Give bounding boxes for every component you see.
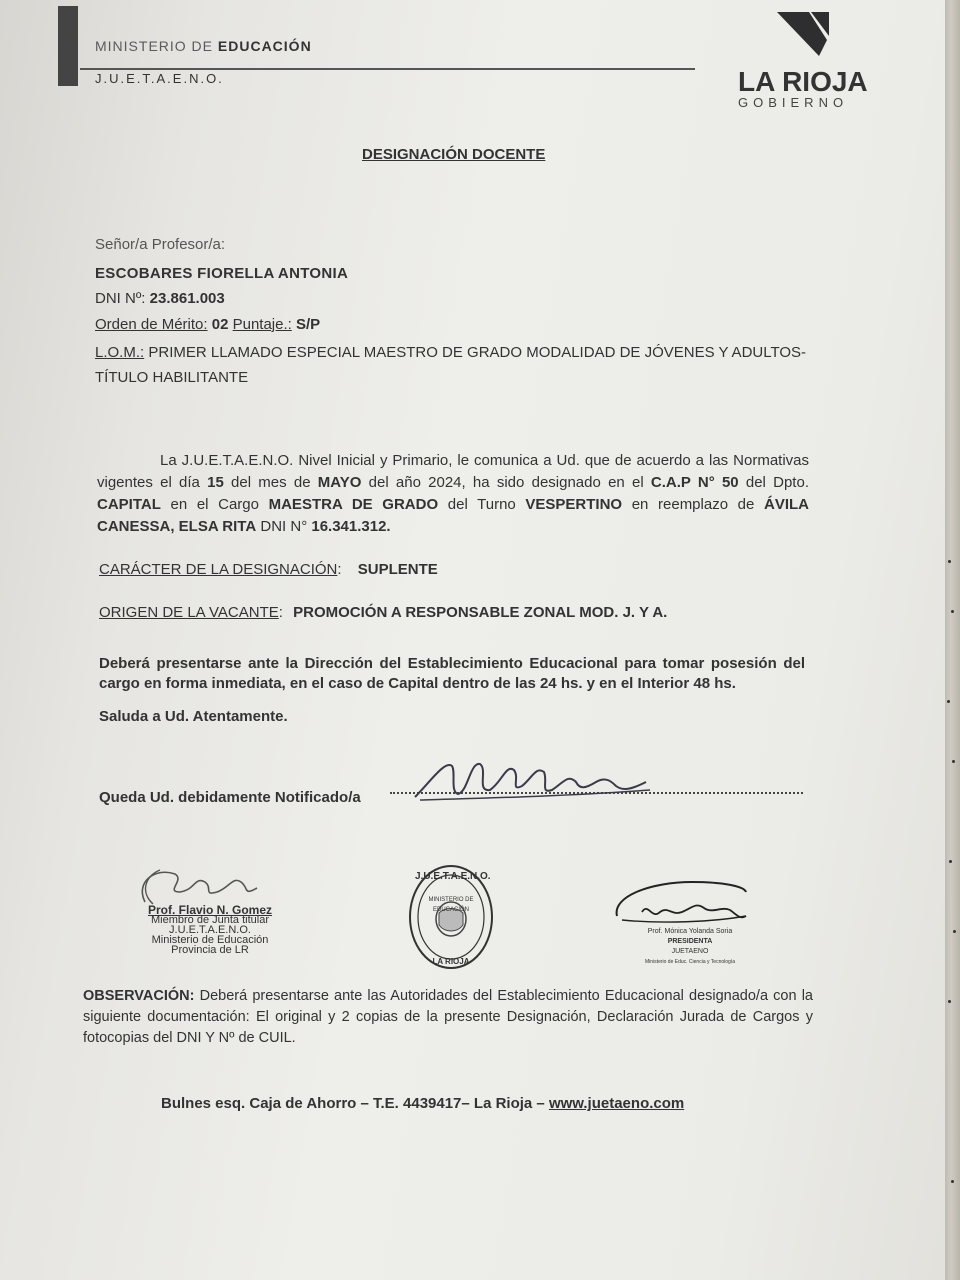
- origen-line: ORIGEN DE LA VACANTE: PROMOCIÓN A RESPONSABLE ZONAL MOD. J. Y A.: [99, 604, 668, 621]
- origen-value: PROMOCIÓN A RESPONSABLE ZONAL MOD. J. Y A.: [293, 604, 668, 621]
- la-rioja-logo-icon: [775, 10, 831, 62]
- header-rule: [80, 68, 695, 70]
- header-bar: [58, 6, 78, 86]
- observation-paragraph: [83, 986, 813, 1049]
- left-signatory: Prof. Flavio N. Gomez Miembro de Junta titular J.U.E.T.A.E.N.O. Ministerio de Educación Provincia de LR: [147, 903, 273, 956]
- right-signatory: Prof. Mónica Yolanda Soria PRESIDENTA JUETAENO Ministerio de Educ. Ciencia y Tecnología: [645, 928, 735, 965]
- salutation: Señor/a Profesor/a:: [95, 236, 226, 253]
- lom-value-line1: PRIMER LLAMADO ESPECIAL MAESTRO DE GRADO MODALIDAD DE JÓVENES Y ADULTOS-: [148, 344, 807, 361]
- recipient-name: ESCOBARES FIORELLA ANTONIA: [95, 265, 349, 282]
- lom-value-line2: TÍTULO HABILITANTE: [95, 369, 249, 386]
- instruction-paragraph: Deberá presentarse ante la Dirección del Establecimiento Educacional para tomar posesión del cargo en forma inmediata, en el caso de Capital dentro de las 24 hs. y en el Interior 48 hs.: [99, 655, 805, 692]
- org-label: J.U.E.T.A.E.N.O.: [95, 71, 224, 86]
- lom-label: L.O.M.:: [95, 344, 145, 361]
- logo-main-text: LA RIOJA: [738, 66, 868, 97]
- footer-address: Bulnes esq. Caja de Ahorro – T.E. 4439417– La Rioja – www.juetaeno.com: [161, 1095, 685, 1112]
- puntaje-value: S/P: [295, 316, 321, 333]
- observation-text: Deberá presentarse ante las Autoridades del Establecimiento Educacional designado/a con la siguiente documentación: El original y 2 copias de la presente Designación, Declaración Jurada de Cargos y fotocopias del DNI Y Nº de CUIL.: [83, 988, 813, 1046]
- lom-line: [95, 344, 806, 361]
- seal-bottom-text: LA RIOJA: [432, 957, 470, 966]
- dni-line: [95, 290, 225, 307]
- origen-label: ORIGEN DE LA VACANTE: [99, 604, 279, 621]
- orden-line: [95, 316, 320, 333]
- orden-value: 02: [211, 316, 229, 333]
- document-title: DESIGNACIÓN DOCENTE: [362, 146, 546, 163]
- caracter-line: CARÁCTER DE LA DESIGNACIÓN: SUPLENTE: [99, 561, 438, 578]
- logo-sub-text: GOBIERNO: [738, 95, 849, 110]
- dni-value: 23.861.003: [149, 290, 225, 307]
- notified-text: Queda Ud. debidamente Notificado/a: [99, 789, 361, 806]
- dni-label: DNI Nº:: [95, 290, 146, 307]
- orden-label: Orden de Mérito:: [95, 316, 208, 333]
- designation-paragraph: La J.U.E.T.A.E.N.O. Nivel Inicial y Primario, le comunica a Ud. que de acuerdo a las Normativas vigentes el día 15 del mes de MAYO del año 2024, ha sido designado en el C.A.P N° 50 del Dpto. CAPITAL en el Cargo MAESTRA DE GRADO del Turno VESPERTINO en reemplazo de ÁVILA CANESSA, ELSA RITA DNI N° 16.341.312.: [97, 452, 809, 535]
- footer-website-link[interactable]: www.juetaeno.com: [548, 1095, 685, 1112]
- puntaje-label: Puntaje.:: [232, 316, 292, 333]
- caracter-value: SUPLENTE: [357, 561, 438, 578]
- observation-label: OBSERVACIÓN:: [83, 988, 195, 1004]
- recipient-signature-icon: [410, 752, 660, 808]
- closing-text: Saluda a Ud. Atentamente.: [99, 708, 288, 725]
- ministry-label: MINISTERIO DE EDUCACIÓN: [95, 38, 312, 54]
- page-edge: [945, 0, 960, 1280]
- seal-inner-text: MINISTERIO DE EDUCACIÓN: [428, 897, 474, 913]
- caracter-label: CARÁCTER DE LA DESIGNACIÓN: [99, 561, 338, 578]
- seal-top-text: J.U.E.T.A.E.N.O.: [415, 871, 491, 882]
